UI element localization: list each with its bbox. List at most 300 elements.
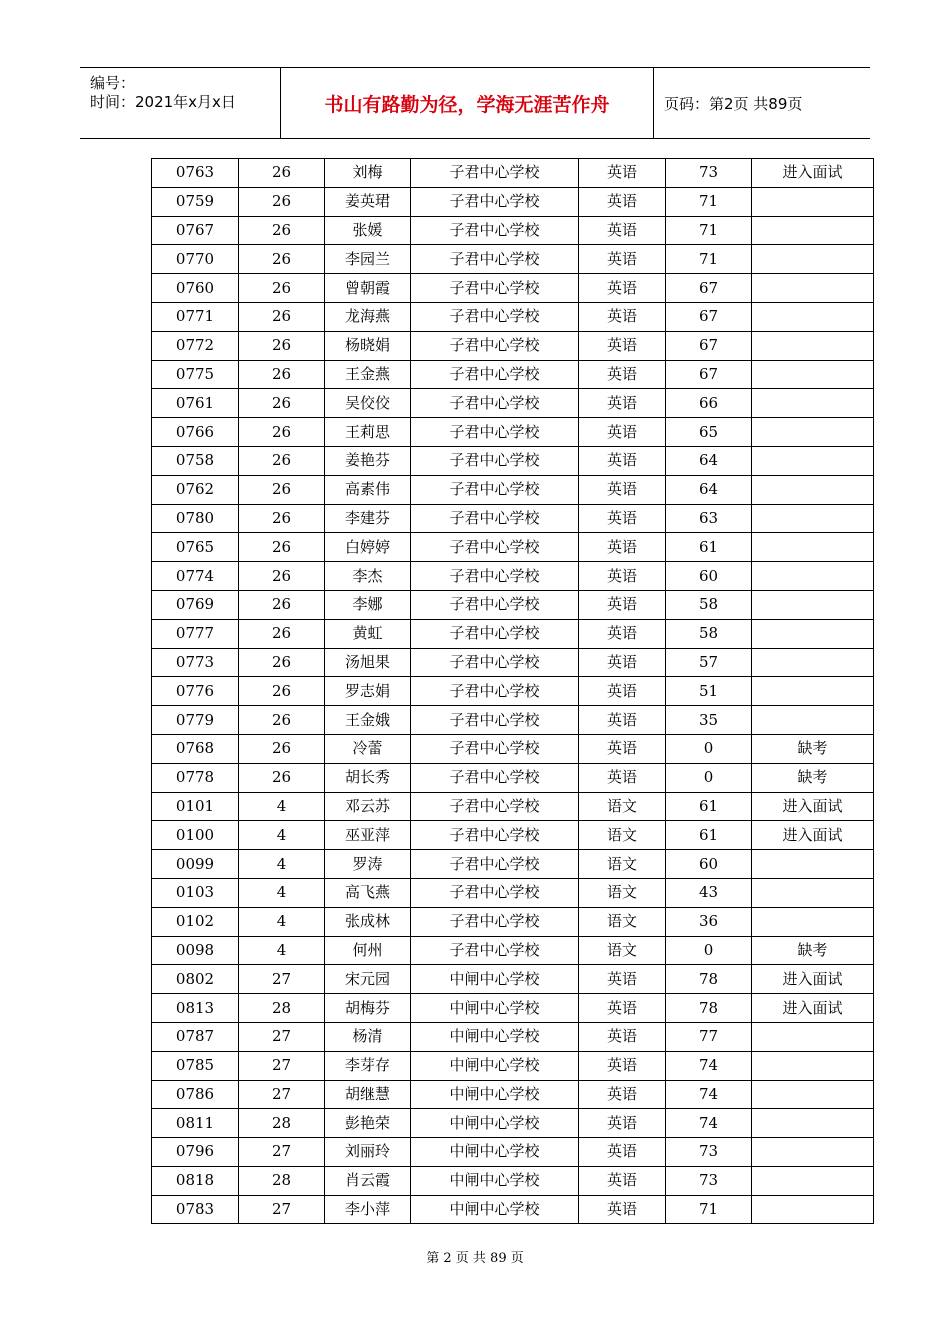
subject-cell: 英语 [579,1080,666,1109]
group-cell: 4 [239,850,325,879]
name-cell: 张媛 [325,216,411,245]
score-cell: 60 [666,850,752,879]
status-cell [752,360,874,389]
exam-id-cell: 0813 [152,994,239,1023]
subject-cell: 英语 [579,331,666,360]
status-cell [752,331,874,360]
score-cell: 74 [666,1051,752,1080]
school-cell: 中闸中心学校 [411,1109,579,1138]
score-cell: 51 [666,677,752,706]
name-cell: 黄虹 [325,619,411,648]
school-cell: 子君中心学校 [411,245,579,274]
status-cell: 进入面试 [752,965,874,994]
exam-id-cell: 0785 [152,1051,239,1080]
score-cell: 65 [666,418,752,447]
status-cell [752,446,874,475]
status-cell: 进入面试 [752,994,874,1023]
exam-id-cell: 0763 [152,159,239,188]
status-cell [752,562,874,591]
group-cell: 26 [239,763,325,792]
name-cell: 邓云苏 [325,792,411,821]
status-cell [752,533,874,562]
score-cell: 74 [666,1109,752,1138]
subject-cell: 英语 [579,1195,666,1224]
group-cell: 26 [239,389,325,418]
score-cell: 67 [666,331,752,360]
table-row [152,792,874,821]
exam-id-cell: 0774 [152,562,239,591]
score-cell: 66 [666,389,752,418]
name-cell: 姜英珺 [325,187,411,216]
name-cell: 高飞燕 [325,878,411,907]
subject-cell: 英语 [579,590,666,619]
status-cell [752,504,874,533]
subject-cell: 英语 [579,533,666,562]
school-cell: 子君中心学校 [411,677,579,706]
school-cell: 中闸中心学校 [411,1051,579,1080]
school-cell: 中闸中心学校 [411,1022,579,1051]
table-row [152,187,874,216]
name-cell: 李娜 [325,590,411,619]
name-cell: 罗涛 [325,850,411,879]
name-cell: 高素伟 [325,475,411,504]
name-cell: 曾朝霞 [325,274,411,303]
page-info: 页码：第2页 共89页 [664,94,803,113]
school-cell: 子君中心学校 [411,360,579,389]
exam-id-cell: 0776 [152,677,239,706]
table-row [152,850,874,879]
score-cell: 67 [666,360,752,389]
school-cell: 子君中心学校 [411,936,579,965]
score-cell: 78 [666,965,752,994]
exam-id-cell: 0761 [152,389,239,418]
score-cell: 71 [666,1195,752,1224]
status-cell [752,245,874,274]
table-row [152,994,874,1023]
status-cell [752,475,874,504]
subject-cell: 英语 [579,418,666,447]
table-row [152,619,874,648]
name-cell: 胡继慧 [325,1080,411,1109]
table-row [152,302,874,331]
status-cell [752,706,874,735]
group-cell: 27 [239,1022,325,1051]
score-cell: 73 [666,1138,752,1167]
subject-cell: 语文 [579,821,666,850]
subject-cell: 英语 [579,389,666,418]
subject-cell: 英语 [579,446,666,475]
header-page-cell [654,68,870,138]
name-cell: 李园兰 [325,245,411,274]
group-cell: 28 [239,1166,325,1195]
subject-cell: 英语 [579,734,666,763]
subject-cell: 英语 [579,648,666,677]
exam-id-cell: 0765 [152,533,239,562]
name-cell: 李小萍 [325,1195,411,1224]
status-cell [752,878,874,907]
status-cell [752,1022,874,1051]
group-cell: 4 [239,878,325,907]
exam-id-cell: 0777 [152,619,239,648]
score-cell: 71 [666,216,752,245]
exam-id-cell: 0100 [152,821,239,850]
group-cell: 26 [239,331,325,360]
school-cell: 子君中心学校 [411,389,579,418]
score-cell: 64 [666,475,752,504]
table-row [152,763,874,792]
school-cell: 中闸中心学校 [411,965,579,994]
subject-cell: 英语 [579,245,666,274]
name-cell: 王金燕 [325,360,411,389]
school-cell: 子君中心学校 [411,763,579,792]
score-cell: 58 [666,619,752,648]
group-cell: 26 [239,504,325,533]
table-row [152,475,874,504]
exam-id-cell: 0787 [152,1022,239,1051]
status-cell [752,274,874,303]
school-cell: 中闸中心学校 [411,1138,579,1167]
table-row [152,1166,874,1195]
name-cell: 王金娥 [325,706,411,735]
score-cell: 63 [666,504,752,533]
exam-id-cell: 0099 [152,850,239,879]
subject-cell: 英语 [579,1022,666,1051]
school-cell: 子君中心学校 [411,302,579,331]
exam-id-cell: 0773 [152,648,239,677]
status-cell: 进入面试 [752,159,874,188]
name-cell: 李建芬 [325,504,411,533]
score-table-body [152,159,874,1224]
name-cell: 王莉思 [325,418,411,447]
group-cell: 26 [239,590,325,619]
name-cell: 李芽存 [325,1051,411,1080]
status-cell [752,619,874,648]
school-cell: 子君中心学校 [411,821,579,850]
school-cell: 子君中心学校 [411,619,579,648]
name-cell: 胡梅芬 [325,994,411,1023]
group-cell: 4 [239,821,325,850]
name-cell: 刘丽玲 [325,1138,411,1167]
name-cell: 巫亚萍 [325,821,411,850]
school-cell: 子君中心学校 [411,159,579,188]
table-row [152,590,874,619]
status-cell [752,850,874,879]
subject-cell: 英语 [579,1138,666,1167]
group-cell: 4 [239,907,325,936]
name-cell: 龙海燕 [325,302,411,331]
score-cell: 0 [666,734,752,763]
exam-id-cell: 0796 [152,1138,239,1167]
name-cell: 姜艳芬 [325,446,411,475]
table-row [152,274,874,303]
school-cell: 子君中心学校 [411,475,579,504]
school-cell: 子君中心学校 [411,533,579,562]
group-cell: 26 [239,677,325,706]
table-row [152,936,874,965]
score-cell: 77 [666,1022,752,1051]
exam-id-cell: 0767 [152,216,239,245]
score-cell: 61 [666,533,752,562]
school-cell: 子君中心学校 [411,734,579,763]
score-cell: 73 [666,1166,752,1195]
status-cell [752,1138,874,1167]
subject-cell: 语文 [579,878,666,907]
group-cell: 26 [239,302,325,331]
score-cell: 60 [666,562,752,591]
table-row [152,706,874,735]
subject-cell: 英语 [579,1166,666,1195]
exam-id-cell: 0818 [152,1166,239,1195]
page-header [80,67,870,139]
group-cell: 26 [239,159,325,188]
name-cell: 张成林 [325,907,411,936]
name-cell: 杨清 [325,1022,411,1051]
status-cell [752,1195,874,1224]
subject-cell: 英语 [579,216,666,245]
table-row [152,1022,874,1051]
group-cell: 26 [239,216,325,245]
doc-number-label: 编号： [90,74,136,92]
page-footer: 第 2 页 共 89 页 [426,1251,524,1266]
score-cell: 71 [666,245,752,274]
name-cell: 刘梅 [325,159,411,188]
score-cell: 71 [666,187,752,216]
exam-id-cell: 0758 [152,446,239,475]
school-cell: 子君中心学校 [411,907,579,936]
school-cell: 子君中心学校 [411,562,579,591]
group-cell: 28 [239,1109,325,1138]
score-cell: 35 [666,706,752,735]
subject-cell: 英语 [579,504,666,533]
score-cell: 36 [666,907,752,936]
group-cell: 4 [239,936,325,965]
subject-cell: 英语 [579,475,666,504]
group-cell: 26 [239,706,325,735]
name-cell: 胡长秀 [325,763,411,792]
group-cell: 26 [239,475,325,504]
exam-id-cell: 0102 [152,907,239,936]
group-cell: 27 [239,1080,325,1109]
exam-id-cell: 0775 [152,360,239,389]
status-cell [752,1166,874,1195]
score-cell: 0 [666,763,752,792]
subject-cell: 英语 [579,1051,666,1080]
table-row [152,648,874,677]
group-cell: 26 [239,187,325,216]
group-cell: 27 [239,1051,325,1080]
status-cell [752,187,874,216]
status-cell [752,590,874,619]
exam-id-cell: 0771 [152,302,239,331]
school-cell: 子君中心学校 [411,216,579,245]
table-row [152,389,874,418]
table-row [152,907,874,936]
exam-id-cell: 0101 [152,792,239,821]
exam-id-cell: 0762 [152,475,239,504]
school-cell: 中闸中心学校 [411,1080,579,1109]
exam-id-cell: 0780 [152,504,239,533]
exam-id-cell: 0103 [152,878,239,907]
group-cell: 28 [239,994,325,1023]
group-cell: 26 [239,734,325,763]
table-row [152,677,874,706]
group-cell: 27 [239,1195,325,1224]
status-cell: 进入面试 [752,792,874,821]
table-row [152,245,874,274]
subject-cell: 英语 [579,965,666,994]
status-cell [752,907,874,936]
school-cell: 子君中心学校 [411,504,579,533]
exam-id-cell: 0098 [152,936,239,965]
table-row [152,1195,874,1224]
score-cell: 67 [666,302,752,331]
table-row [152,533,874,562]
table-row [152,1138,874,1167]
school-cell: 子君中心学校 [411,648,579,677]
status-cell [752,648,874,677]
score-cell: 43 [666,878,752,907]
group-cell: 26 [239,245,325,274]
status-cell: 进入面试 [752,821,874,850]
subject-cell: 英语 [579,562,666,591]
table-row [152,1109,874,1138]
exam-id-cell: 0786 [152,1080,239,1109]
exam-id-cell: 0802 [152,965,239,994]
exam-id-cell: 0778 [152,763,239,792]
score-cell: 67 [666,274,752,303]
status-cell: 缺考 [752,763,874,792]
subject-cell: 语文 [579,907,666,936]
school-cell: 子君中心学校 [411,446,579,475]
group-cell: 27 [239,965,325,994]
score-cell: 64 [666,446,752,475]
status-cell [752,418,874,447]
table-row [152,446,874,475]
school-cell: 子君中心学校 [411,331,579,360]
header-meta-cell [80,68,281,138]
school-cell: 中闸中心学校 [411,1166,579,1195]
subject-cell: 英语 [579,619,666,648]
subject-cell: 英语 [579,187,666,216]
subject-cell: 英语 [579,302,666,331]
score-cell: 73 [666,159,752,188]
group-cell: 4 [239,792,325,821]
subject-cell: 英语 [579,994,666,1023]
school-cell: 子君中心学校 [411,418,579,447]
exam-id-cell: 0783 [152,1195,239,1224]
group-cell: 26 [239,562,325,591]
name-cell: 李杰 [325,562,411,591]
name-cell: 彭艳荣 [325,1109,411,1138]
name-cell: 汤旭果 [325,648,411,677]
subject-cell: 英语 [579,706,666,735]
subject-cell: 语文 [579,936,666,965]
exam-id-cell: 0768 [152,734,239,763]
table-row [152,965,874,994]
subject-cell: 英语 [579,274,666,303]
name-cell: 冷蕾 [325,734,411,763]
score-cell: 58 [666,590,752,619]
subject-cell: 英语 [579,1109,666,1138]
school-cell: 子君中心学校 [411,274,579,303]
school-cell: 子君中心学校 [411,792,579,821]
score-cell: 78 [666,994,752,1023]
status-cell [752,216,874,245]
header-motto-cell [281,68,654,138]
exam-id-cell: 0766 [152,418,239,447]
school-cell: 子君中心学校 [411,187,579,216]
name-cell: 白婷婷 [325,533,411,562]
table-row [152,216,874,245]
table-row [152,159,874,188]
status-cell: 缺考 [752,734,874,763]
name-cell: 吴佼佼 [325,389,411,418]
group-cell: 27 [239,1138,325,1167]
name-cell: 罗志娟 [325,677,411,706]
score-cell: 74 [666,1080,752,1109]
table-row [152,734,874,763]
status-cell [752,302,874,331]
group-cell: 26 [239,418,325,447]
exam-id-cell: 0811 [152,1109,239,1138]
subject-cell: 英语 [579,677,666,706]
school-cell: 中闸中心学校 [411,1195,579,1224]
score-cell: 57 [666,648,752,677]
table-row [152,821,874,850]
table-row [152,562,874,591]
score-table [151,158,874,1224]
exam-id-cell: 0772 [152,331,239,360]
status-cell [752,1080,874,1109]
score-cell: 61 [666,792,752,821]
name-cell: 杨晓娟 [325,331,411,360]
exam-id-cell: 0759 [152,187,239,216]
subject-cell: 英语 [579,159,666,188]
group-cell: 26 [239,533,325,562]
status-cell [752,389,874,418]
group-cell: 26 [239,446,325,475]
school-cell: 中闸中心学校 [411,994,579,1023]
subject-cell: 语文 [579,850,666,879]
table-row [152,331,874,360]
score-cell: 0 [666,936,752,965]
school-cell: 子君中心学校 [411,878,579,907]
school-cell: 子君中心学校 [411,590,579,619]
exam-id-cell: 0770 [152,245,239,274]
exam-id-cell: 0779 [152,706,239,735]
score-cell: 61 [666,821,752,850]
group-cell: 26 [239,619,325,648]
motto-text: 书山有路勤为径，学海无涯苦作舟 [324,93,610,116]
subject-cell: 英语 [579,763,666,792]
exam-id-cell: 0760 [152,274,239,303]
table-row [152,504,874,533]
school-cell: 子君中心学校 [411,850,579,879]
table-row [152,1051,874,1080]
table-row [152,878,874,907]
status-cell [752,1051,874,1080]
subject-cell: 英语 [579,360,666,389]
name-cell: 肖云霞 [325,1166,411,1195]
group-cell: 26 [239,360,325,389]
status-cell: 缺考 [752,936,874,965]
school-cell: 子君中心学校 [411,706,579,735]
group-cell: 26 [239,274,325,303]
doc-date-label: 时间：2021年x月x日 [90,93,236,111]
status-cell [752,1109,874,1138]
table-row [152,360,874,389]
table-row [152,418,874,447]
